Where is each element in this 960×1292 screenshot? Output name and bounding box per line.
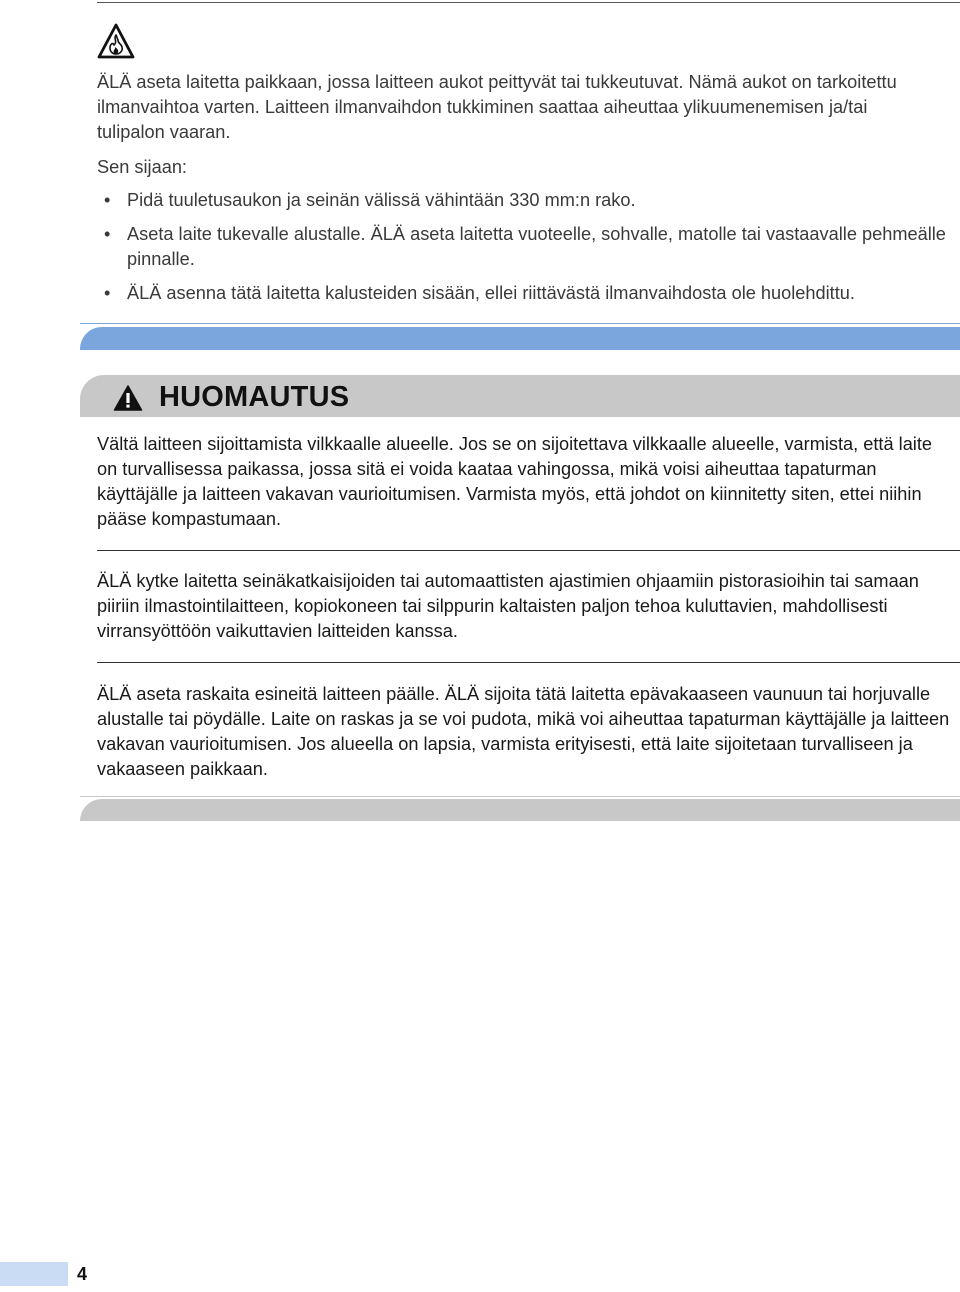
bullet-icon: •	[104, 283, 111, 303]
warning-section-end-bar	[80, 327, 960, 350]
page-number: 4	[77, 1264, 88, 1284]
list-item	[104, 188, 960, 213]
list-item	[104, 281, 960, 306]
bullet-icon: •	[104, 190, 111, 210]
caution-title: HUOMAUTUS	[159, 381, 350, 413]
top-divider	[97, 2, 960, 3]
bullet-icon: •	[104, 224, 111, 244]
caution-paragraph: Vältä laitteen sijoittamista vilkkaalle alueelle. Jos se on sijoitettava vilkkaalle alueelle, varmista, että laite on turvallisessa paikassa, jossa sitä ei voida kaataa vahingossa, mikä voisi aiheuttaa tapaturman käyttäjälle ja laitteen vakavan vaurioitumisen. Varmista myös, että johdot on kiinnitetty siten, ettei niihin pääse kompastumaan.	[97, 434, 933, 529]
page-tab	[0, 1262, 68, 1286]
warning-text: ÄLÄ aseta laitetta paikkaan, jossa laitteen aukot peittyvät tai tukkeutuvat. Nämä aukot on tarkoitettu ilmanvaihtoa varten. Laitteen ilmanvaihdon tukkiminen saattaa aiheuttaa ylikuumenemisen ja/tai tulipalon vaaran.	[97, 72, 897, 142]
list-item	[104, 222, 960, 272]
list-item-text: ÄLÄ asenna tätä laitetta kalusteiden sisään, ellei riittävästä ilmanvaihdosta ole huolehdittu.	[127, 283, 855, 303]
caution-paragraph: ÄLÄ aseta raskaita esineitä laitteen päälle. ÄLÄ sijoita tätä laitetta epävakaaseen vaunuun tai horjuvalle alustalle tai pöydälle. Laite on raskas ja se voi pudota, mikä voi aiheuttaa tapaturman käyttäjälle ja laitteen vakavan vaurioitumisen. Jos alueella on lapsia, varmista erityisesti, että laite sijoitetaan turvalliseen ja vakaaseen paikkaan.	[97, 684, 950, 779]
divider	[97, 662, 960, 663]
caution-section-end-bar	[80, 799, 960, 821]
instead-label: Sen sijaan:	[97, 157, 187, 177]
recommendation-list	[104, 188, 960, 315]
caution-paragraph: ÄLÄ kytke laitetta seinäkatkaisijoiden tai automaattisten ajastimien ohjaamiin pistorasioihin tai samaan piiriin ilmastointilaitteen, kopiokoneen tai silppurin kaltaisten paljon tehoa kuluttavien, mahdollisesti virransyöttöön vaikuttavien laitteiden kanssa.	[97, 571, 919, 641]
divider	[97, 550, 960, 551]
list-item-text: Aseta laite tukevalle alustalle. ÄLÄ aseta laitetta vuoteelle, sohvalle, matolle tai vastaavalle pehmeälle pinnalle.	[127, 224, 946, 269]
list-item-text: Pidä tuuletusaukon ja seinän välissä vähintään 330 mm:n rako.	[127, 190, 636, 210]
fire-warning-icon	[96, 22, 136, 62]
caution-triangle-icon	[113, 384, 143, 412]
